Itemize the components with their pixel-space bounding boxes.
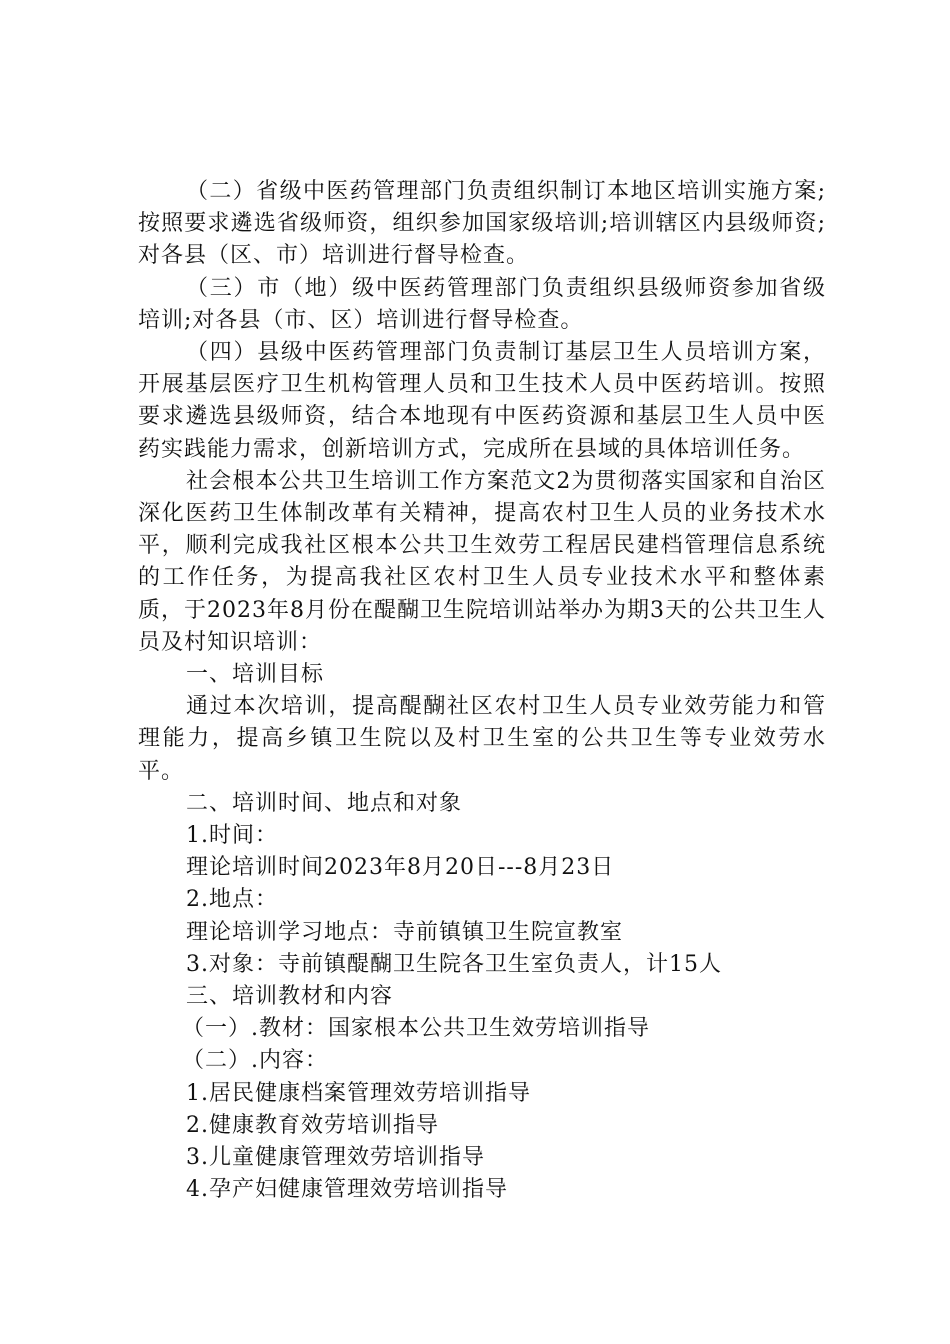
paragraph-county-duties: （四）县级中医药管理部门负责制订基层卫生人员培训方案，开展基层医疗卫生机构管理人员和卫生技术人员中医药培训。按照要求遴选县级师资，结合本地现有中医药资源和基层卫生人员中医药实践能力需求，创新培训方式，完成所在县域的具体培训任务。 bbox=[138, 340, 826, 462]
list-item-content-4: 4.孕产妇健康管理效劳培训指导 bbox=[186, 1177, 508, 1203]
paragraph-provincial-duties: （二）省级中医药管理部门负责组织制订本地区培训实施方案;按照要求遴选省级师资，组织参加国家级培训;培训辖区内县级师资;对各县（区、市）培训进行督导检查。 bbox=[138, 179, 826, 269]
item-place-value: 理论培训学习地点：寺前镇镇卫生院宣教室 bbox=[186, 919, 624, 945]
paragraph-plan-intro: 社会根本公共卫生培训工作方案范文2为贯彻落实国家和自治区深化医药卫生体制改革有关精神，提高农村卫生人员的业务技术水平，顺利完成我社区根本公共卫生效劳工程居民建档管理信息系统的工作任务，为提高我社区农村卫生人员专业技术水平和整体素质，于2023年8月份在醍醐卫生院培训站举办为期3天的公共卫生人员及村知识培训： bbox=[138, 468, 826, 655]
item-place-label: 2.地点： bbox=[186, 887, 278, 913]
item-target: 3.对象：寺前镇醍醐卫生院各卫生室负责人，计15人 bbox=[186, 951, 722, 977]
heading-materials-content: 三、培训教材和内容 bbox=[186, 984, 394, 1010]
paragraph-training-goal: 通过本次培训，提高醍醐社区农村卫生人员专业效劳能力和管理能力，提高乡镇卫生院以及村卫生室的公共卫生等专业效劳水平。 bbox=[138, 694, 826, 784]
list-item-content-3: 3.儿童健康管理效劳培训指导 bbox=[186, 1145, 485, 1171]
heading-time-place-target: 二、培训时间、地点和对象 bbox=[186, 790, 463, 816]
heading-training-goal: 一、培训目标 bbox=[186, 662, 325, 688]
list-item-content-2: 2.健康教育效劳培训指导 bbox=[186, 1112, 439, 1138]
item-time-value: 理论培训时间2023年8月20日---8月23日 bbox=[186, 855, 615, 881]
item-materials: （一）.教材：国家根本公共卫生效劳培训指导 bbox=[182, 1016, 650, 1042]
document-body bbox=[138, 176, 826, 1207]
list-item-content-1: 1.居民健康档案管理效劳培训指导 bbox=[186, 1080, 531, 1106]
paragraph-city-duties: （三）市（地）级中医药管理部门负责组织县级师资参加省级培训;对各县（市、区）培训进行督导检查。 bbox=[138, 275, 826, 333]
item-time-label: 1.时间： bbox=[186, 823, 278, 849]
item-content-label: （二）.内容： bbox=[182, 1048, 328, 1074]
